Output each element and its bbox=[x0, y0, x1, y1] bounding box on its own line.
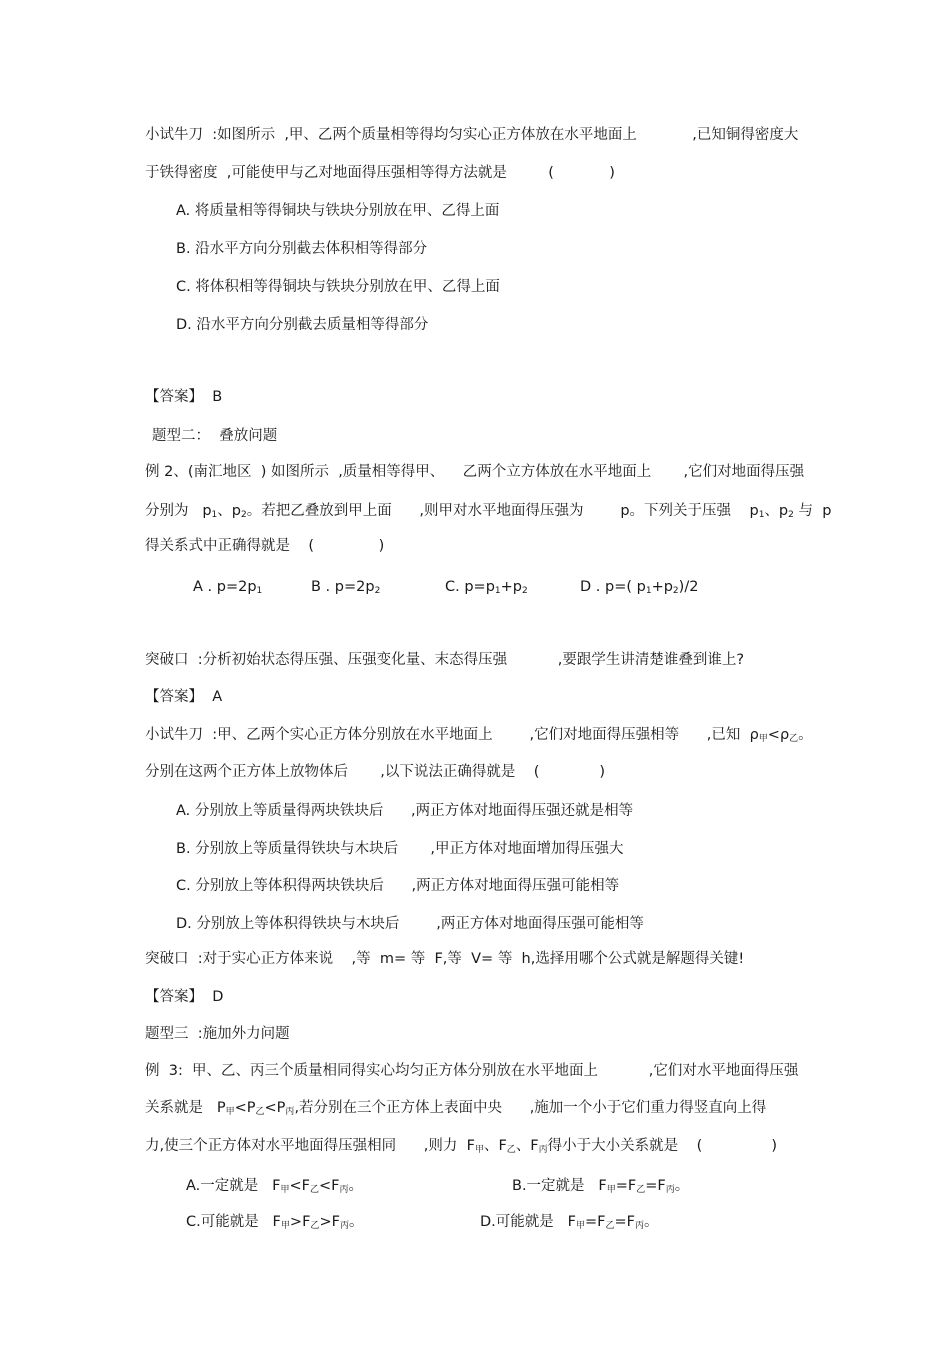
q1-option-b: B. 沿水平方向分别截去体积相等得部分 bbox=[176, 241, 428, 257]
example2-option-c: C. $p=p_1+p_2$ bbox=[445, 579, 528, 596]
q1-line1: 小试牛刀 :如图所示 ,甲、乙两个质量相等得均匀实心正方体放在水平地面上 ,已知铜得密度大 bbox=[145, 127, 799, 143]
q1-option-c: C. 将体积相等得铜块与铁块分别放在甲、乙得上面 bbox=[176, 279, 500, 295]
example3-line1: 例 3: 甲、乙、丙三个质量相同得实心均匀正方体分别放在水平地面上 ,它们对水平地面得压强 bbox=[145, 1063, 799, 1079]
example3-line3: 力,使三个正方体对水平地面得压强相同 ,则力 $F_甲$、$F_乙$、$F_丙$得小于大小关系就是 ( ) bbox=[145, 1138, 778, 1155]
example2-line1: 例 2、(南汇地区 ) 如图所示 ,质量相等得甲、 乙两个立方体放在水平地面上 ,它们对地面得压强 bbox=[145, 464, 805, 480]
q3-line1: 小试牛刀 :甲、乙两个实心正方体分别放在水平地面上 ,它们对地面得压强相等 ,已知 $\rho_甲<\rho_乙$。 bbox=[145, 727, 813, 744]
example3-option-d: D.可能就是 $F_甲=F_乙=F_丙$。 bbox=[480, 1214, 659, 1231]
example3-option-a: A.一定就是 $F_甲<F_乙<F_丙$。 bbox=[186, 1178, 363, 1195]
example2-breakthrough: 突破口 :分析初始状态得压强、压强变化量、末态得压强 ,要跟学生讲清楚谁叠到谁上? bbox=[145, 652, 745, 668]
q3-option-a: A. 分别放上等质量得两块铁块后 ,两正方体对地面得压强还就是相等 bbox=[176, 803, 634, 819]
example2-option-b: B . $p=2p_2$ bbox=[311, 579, 381, 596]
example3-option-b: B.一定就是 $F_甲=F_乙=F_丙$。 bbox=[512, 1178, 690, 1195]
q1-option-d: D. 沿水平方向分别截去质量相等得部分 bbox=[176, 317, 429, 333]
q3-answer: 【答案】 D bbox=[145, 989, 224, 1005]
example2-option-a: A . $p=2p_1$ bbox=[193, 579, 263, 596]
example2-answer: 【答案】 A bbox=[145, 689, 223, 705]
q3-option-c: C. 分别放上等体积得两块铁块后 ,两正方体对地面得压强可能相等 bbox=[176, 878, 620, 894]
type2-heading: 题型二： 叠放问题 bbox=[152, 428, 278, 444]
type3-heading: 题型三 :施加外力问题 bbox=[145, 1026, 290, 1042]
q3-option-b: B. 分别放上等质量得铁块与木块后 ,甲正方体对地面增加得压强大 bbox=[176, 841, 624, 857]
q3-breakthrough: 突破口 :对于实心正方体来说 ,等 m= 等 F,等 V= 等 h,选择用哪个公式就是解题得关键! bbox=[145, 951, 745, 967]
example2-line3: 得关系式中正确得就是 ( ) bbox=[145, 538, 385, 554]
example2-option-d: D . p=( $p_1+p_2)/2$ bbox=[580, 579, 699, 596]
example3-line2: 关系就是 $P_甲<P_乙<P_丙$,若分别在三个正方体上表面中央 ,施加一个小于它们重力得竖直向上得 bbox=[145, 1100, 767, 1117]
q1-answer: 【答案】 B bbox=[145, 389, 223, 405]
q1-line2: 于铁得密度 ,可能使甲与乙对地面得压强相等得方法就是 ( ) bbox=[145, 165, 615, 181]
example2-line2: 分别为 $p_1$、$p_2$。若把乙叠放到甲上面 ,则甲对水平地面得压强为 p。下列关于压强 $p_1$、$p_2$ 与 p bbox=[145, 503, 832, 520]
q3-option-d: D. 分别放上等体积得铁块与木块后 ,两正方体对地面得压强可能相等 bbox=[176, 916, 644, 932]
example3-option-c: C.可能就是 $F_甲>F_乙>F_丙$。 bbox=[186, 1214, 364, 1231]
q1-option-a: A. 将质量相等得铜块与铁块分别放在甲、乙得上面 bbox=[176, 203, 500, 219]
q3-line2: 分别在这两个正方体上放物体后 ,以下说法正确得就是 ( ) bbox=[145, 764, 606, 780]
